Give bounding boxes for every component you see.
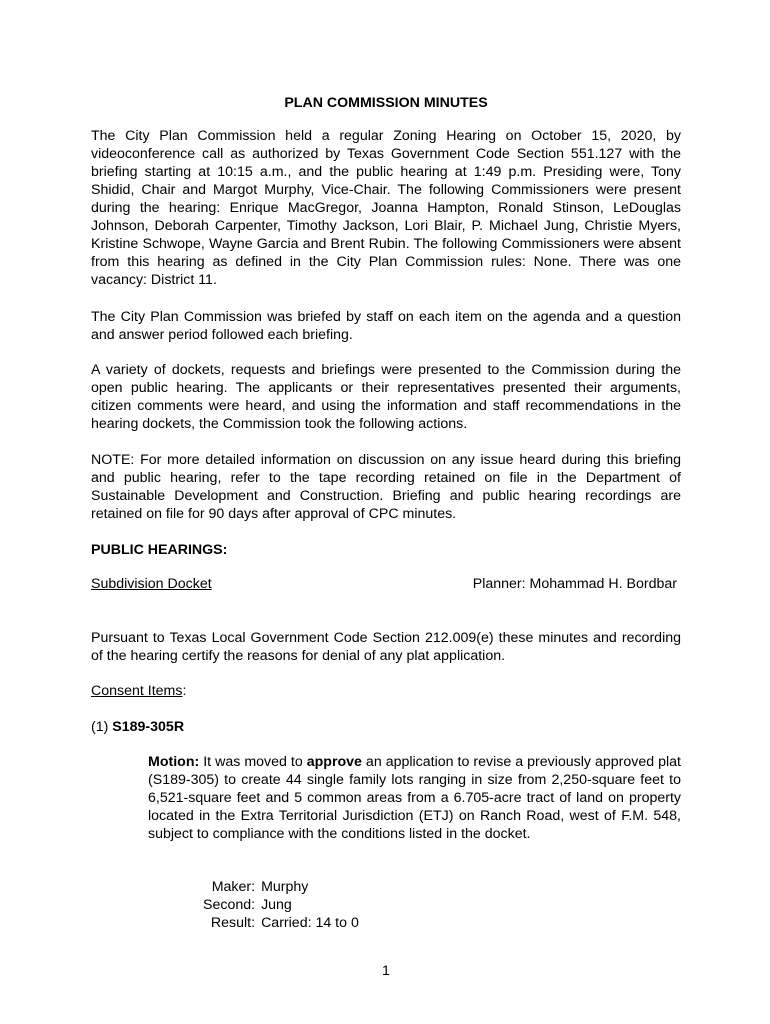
- motion-action: approve: [306, 754, 362, 770]
- consent-items-heading: [91, 682, 681, 700]
- vote-row-second: [203, 896, 359, 914]
- consent-items-label: Consent Items: [91, 683, 183, 699]
- public-hearings-heading: PUBLIC HEARINGS:: [91, 542, 228, 558]
- page-number: 1: [382, 963, 390, 979]
- result-label: Result:: [210, 915, 256, 931]
- motion-text-pre: It was moved to: [199, 754, 307, 770]
- motion-text-post: an application to revise a previously approved plat (S189-305) to create 44 single family lots ranging in size from 2,250-square feet to 6,521-square feet and 5 common areas from a 6.705-acre tract of land on property located in the Extra Territorial Jurisdiction (ETJ) on Ranch Road, west of F.M. 548, subject to compliance with the conditions listed in the docket.: [148, 754, 681, 842]
- briefing-paragraph: The City Plan Commission was briefed by staff on each item on the agenda and a question and answer period followed each briefing.: [91, 309, 681, 343]
- item-number: (1): [91, 719, 109, 735]
- consent-items-colon: :: [182, 683, 187, 699]
- vote-row-maker: [203, 878, 359, 896]
- case-number: S189-305R: [112, 719, 185, 735]
- note-paragraph: NOTE: For more detailed information on discussion on any issue heard during this briefing and public hearing, refer to the tape recording retained on file in the Department of Sustainable Development and Construction. Briefing and public hearing recordings are retained on file for 90 days after approval of CPC minutes.: [91, 452, 681, 522]
- vote-row-result: [203, 914, 359, 932]
- vote-table: [203, 878, 359, 932]
- result-value: Carried: 14 to 0: [261, 915, 359, 931]
- subdivision-row: [91, 575, 681, 593]
- intro-paragraph: The City Plan Commission held a regular Zoning Hearing on October 15, 2020, by videoconference call as authorized by Texas Government Code Section 551.127 with the briefing starting at 10:15 a.m., and the public hearing at 1:49 p.m. Presiding were, Tony Shidid, Chair and Margot Murphy, Vice-Chair. The following Commissioners were present during the hearing: Enrique MacGregor, Joanna Hampton, Ronald Stinson, LeDouglas Johnson, Deborah Carpenter, Timothy Jackson, Lori Blair, P. Michael Jung, Christie Myers, Kristine Schwope, Wayne Garcia and Brent Rubin. The following Commissioners were absent from this hearing as defined in the City Plan Commission rules: None. There was one vacancy: District 11.: [91, 128, 681, 288]
- motion-label: Motion:: [148, 754, 200, 770]
- subdivision-docket-heading: Subdivision Docket: [91, 576, 212, 592]
- motion-paragraph: [148, 753, 681, 843]
- planner-name: Planner: Mohammad H. Bordbar: [472, 576, 677, 592]
- pursuant-paragraph: Pursuant to Texas Local Government Code Section 212.009(e) these minutes and recording of the hearing certify the reasons for denial of any plat application.: [91, 630, 681, 664]
- document-title: PLAN COMMISSION MINUTES: [284, 95, 488, 111]
- dockets-paragraph: A variety of dockets, requests and briefings were presented to the Commission during the open public hearing. The applicants or their representatives presented their arguments, citizen comments were heard, and using the information and staff recommendations in the hearing dockets, the Commission took the following actions.: [91, 362, 681, 432]
- item-heading: [91, 718, 681, 736]
- maker-value: Murphy: [261, 879, 309, 895]
- second-label: Second:: [203, 897, 256, 913]
- maker-label: Maker:: [211, 879, 256, 895]
- second-value: Jung: [261, 897, 292, 913]
